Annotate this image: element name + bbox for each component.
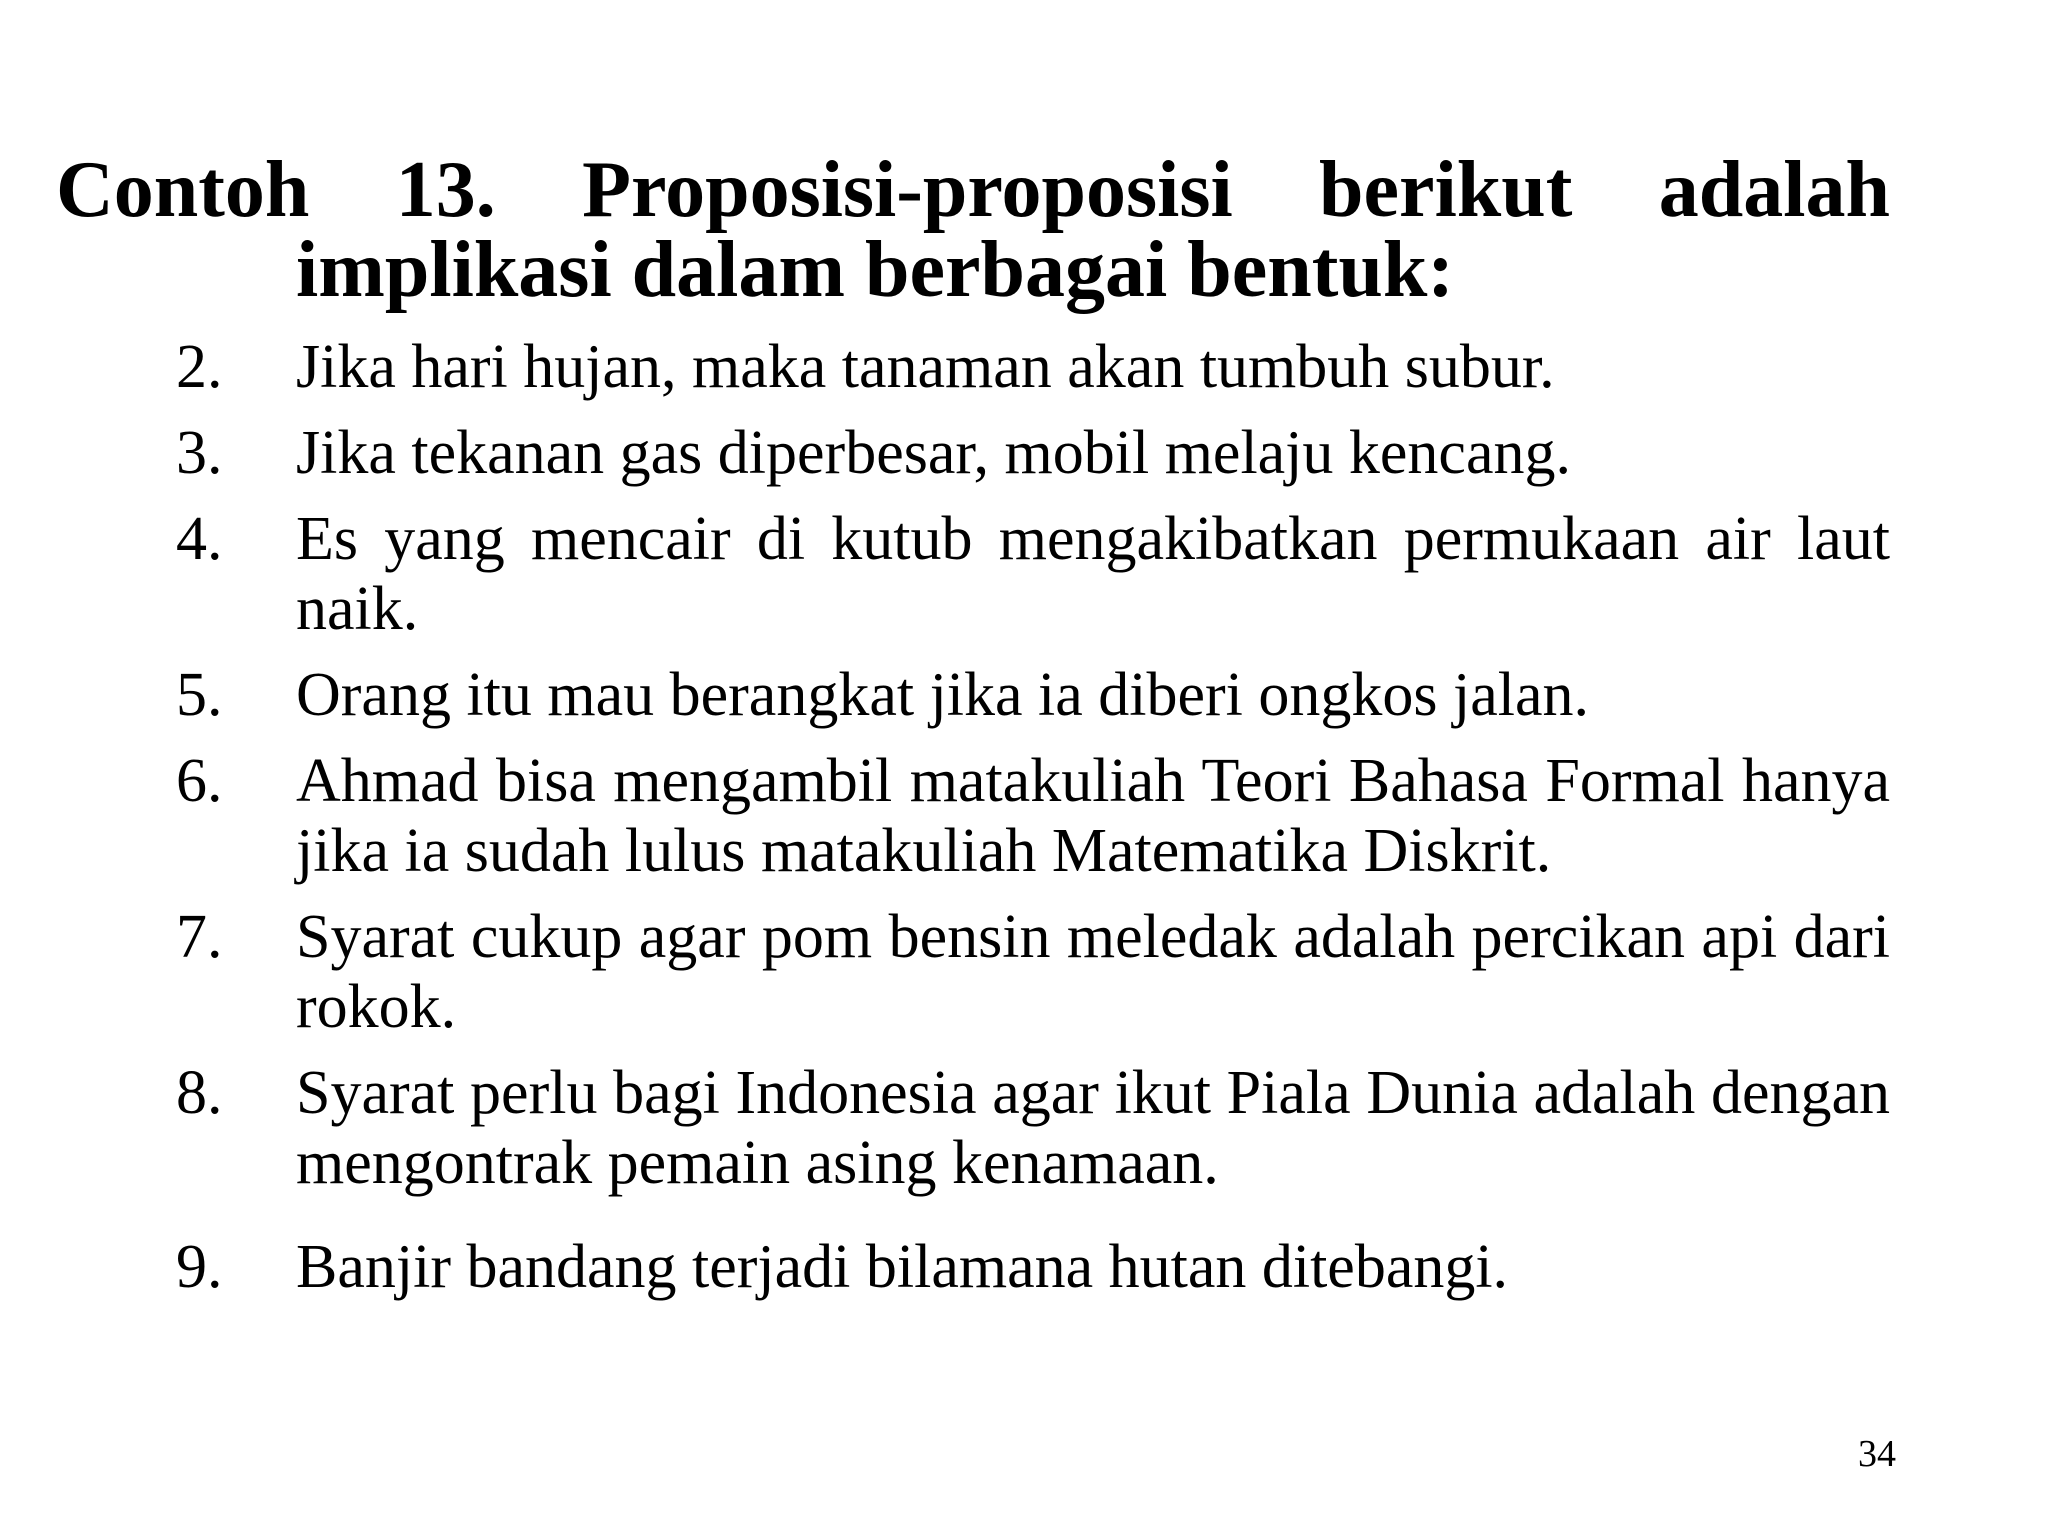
list-item <box>176 746 1890 886</box>
list-item <box>176 504 1890 644</box>
list-item <box>176 902 1890 1042</box>
list-item <box>176 332 1890 402</box>
list-item-text: Syarat perlu bagi Indonesia agar ikut Piala Dunia adalah dengan mengontrak pemain asing kenamaan. <box>296 1059 1890 1197</box>
list-item-number: 3. <box>176 419 223 487</box>
list-item-number: 9. <box>176 1233 223 1301</box>
page-number: 34 <box>1858 1433 1896 1475</box>
list-item <box>176 418 1890 488</box>
list-item-number: 4. <box>176 505 223 573</box>
list-item <box>176 660 1890 730</box>
heading-text-line-1: Proposisi-proposisi berikut adalah <box>582 146 1890 234</box>
heading-line-1 <box>56 146 1890 234</box>
heading-text-line-2: implikasi dalam berbagai bentuk: <box>296 226 1455 314</box>
list-item-text: Es yang mencair di kutub mengakibatkan permukaan air laut naik. <box>296 505 1890 643</box>
list-item-text: Ahmad bisa mengambil matakuliah Teori Bahasa Formal hanya jika ia sudah lulus matakuliah Matematika Diskrit. <box>296 747 1890 885</box>
list-item-number: 8. <box>176 1059 223 1127</box>
list-item <box>176 1058 1890 1198</box>
list-item-text: Jika hari hujan, maka tanaman akan tumbuh subur. <box>296 333 1555 401</box>
slide-heading <box>56 146 1890 314</box>
list-item-number: 6. <box>176 747 223 815</box>
list-item-number: 2. <box>176 333 223 401</box>
list-item-text: Orang itu mau berangkat jika ia diberi ongkos jalan. <box>296 661 1590 729</box>
list-item-number: 7. <box>176 903 223 971</box>
list-item-text: Jika tekanan gas diperbesar, mobil melaju kencang. <box>296 419 1571 487</box>
list-item-number: 5. <box>176 661 223 729</box>
implication-list <box>176 332 1890 1302</box>
list-item <box>176 1232 1890 1302</box>
list-item-text: Syarat cukup agar pom bensin meledak adalah percikan api dari rokok. <box>296 903 1890 1041</box>
slide-content <box>56 146 1890 1318</box>
example-label: Contoh 13. <box>56 146 496 234</box>
list-item-text: Banjir bandang terjadi bilamana hutan ditebangi. <box>296 1233 1509 1301</box>
